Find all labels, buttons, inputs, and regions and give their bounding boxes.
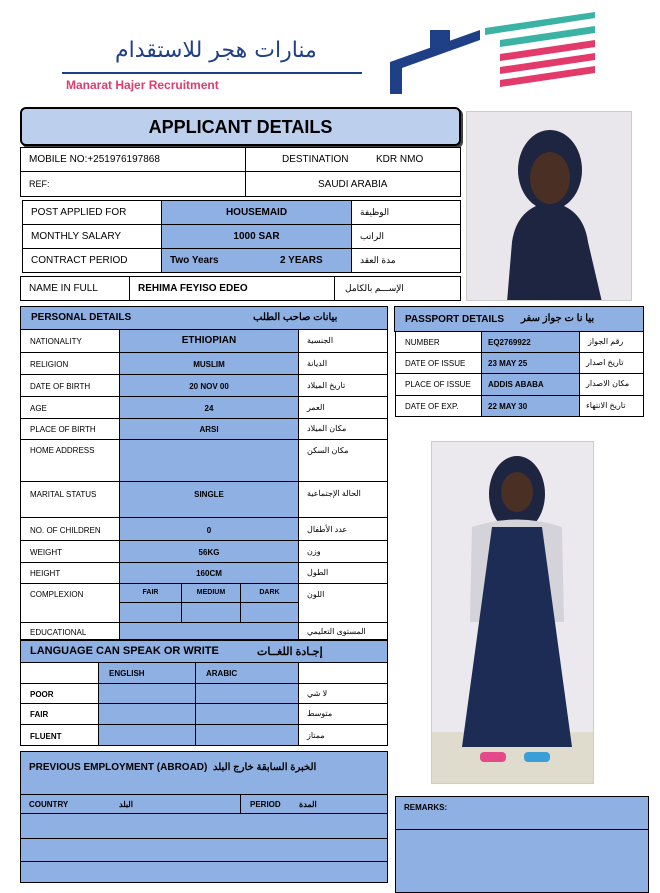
religion-value: MUSLIM [193,360,225,369]
dob-label: DATE OF BIRTH [30,382,91,391]
employment-period-label: PERIOD [250,800,281,809]
marital-label: MARITAL STATUS [30,490,97,499]
children-ar: عدد الأطفال [307,525,348,534]
height-value: 160CM [196,569,222,578]
employment-row-2[interactable] [20,838,388,862]
row-nationality-label [20,329,120,353]
passport-number-value: EQ2769922 [488,338,531,347]
row-dob-value [119,374,299,397]
post-ar: الوظيفة [360,207,390,217]
marital-value: SINGLE [194,490,224,499]
ref-label: REF: [29,179,50,189]
lang-poor-label: POOR [30,690,54,699]
employment-period-ar: المدة [299,800,317,809]
lang-poor-ar-cell [298,683,388,704]
lang-arabic-label: ARABIC [206,669,238,678]
language-heading-ar: إجـادة اللغــات [257,646,323,658]
passport-number-label-cell [395,331,482,353]
employment-country-label: COUNTRY [29,800,69,809]
destination-country: SAUDI ARABIA [318,179,388,190]
passport-place-ar: مكان الاصدار [586,379,630,388]
name-label: NAME IN FULL [29,283,98,294]
name-ar-cell [334,276,461,301]
passport-issue-label: DATE OF ISSUE [405,359,466,368]
address-ar: مكان السكن [307,446,349,455]
pob-label: PLACE OF BIRTH [30,425,96,434]
row-marital-label [20,481,120,518]
destination-country-cell [245,171,461,197]
name-value: REHIMA FEYISO EDEO [138,283,248,294]
lang-fair-english[interactable] [98,703,196,725]
dob-value: 20 NOV 00 [189,382,229,391]
post-value-cell [161,200,352,225]
row-religion-value [119,352,299,375]
language-heading: LANGUAGE CAN SPEAK OR WRITE [30,645,219,657]
full-body-photo [431,441,594,784]
dob-ar: تاريخ الميلاد [307,381,346,390]
weight-ar: وزن [307,547,321,556]
row-weight-label [20,540,120,563]
passport-number-label: NUMBER [405,338,440,347]
height-ar: الطول [307,568,329,577]
person-portrait-icon [467,112,632,301]
nationality-label: NATIONALITY [30,337,82,346]
children-value: 0 [206,526,212,535]
row-height-value [119,562,299,584]
employment-period-head [240,794,388,814]
height-label: HEIGHT [30,569,61,578]
destination-cell [245,147,461,172]
educational-label: EDUCATIONAL [30,628,87,637]
passport-heading-cell [394,306,644,332]
mobile-cell [20,147,246,172]
name-ar: الإســـم بالكامل [345,283,404,293]
contract-value-1: Two Years [170,255,219,266]
pob-value: ARSI [199,425,219,434]
row-age-value [119,396,299,419]
row-children-ar [298,517,388,541]
passport-issue-ar: تاريخ اصدار [586,358,624,367]
weight-label: WEIGHT [30,548,62,557]
passport-issue-ar-cell [579,352,644,374]
lang-poor-label-cell [20,683,99,704]
age-value: 24 [204,404,214,413]
complexion-fair-cell[interactable] [119,583,182,603]
remarks-body[interactable] [395,829,649,893]
row-weight-ar [298,540,388,563]
lang-poor-ar: لا شي [307,689,328,698]
person-full-body-icon [432,442,594,784]
passport-number-ar-cell [579,331,644,353]
employment-country-head [20,794,241,814]
complexion-fair-check[interactable] [119,602,182,623]
destination-code: KDR NMO [376,154,424,165]
row-pob-label [20,418,120,440]
row-children-value [119,517,299,541]
complexion-medium-cell[interactable] [181,583,241,603]
pob-ar: مكان الميلاد [307,424,347,433]
children-label: NO. OF CHILDREN [30,526,101,535]
passport-exp-value: 22 MAY 30 [488,402,528,411]
lang-fluent-label: FLUENT [30,732,62,741]
lang-fluent-arabic[interactable] [195,724,299,746]
complexion-dark: DARK [259,589,280,596]
age-ar: العمر [307,403,325,412]
lang-fair-ar-cell [298,703,388,725]
lang-fair-label-cell [20,703,99,725]
lang-fluent-english[interactable] [98,724,196,746]
passport-heading-ar: بيا نا ت جواز سفر [521,313,595,324]
personal-heading-ar: بيانات صاحب الطلب [253,312,338,323]
salary-ar-cell [351,224,461,249]
row-age-label [20,396,120,419]
employment-heading: PREVIOUS EMPLOYMENT (ABROAD) [29,762,208,773]
salary-label: MONTHLY SALARY [31,231,122,242]
passport-exp-label: DATE OF EXP. [405,402,459,411]
passport-exp-label-cell [395,395,482,417]
weight-value: 56KG [198,548,220,557]
row-marital-value [119,481,299,518]
complexion-label: COMPLEXION [30,590,84,599]
address-label: HOME ADDRESS [30,446,95,455]
logo [60,10,605,100]
row-complexion-ar [298,583,388,623]
title-box [20,107,461,146]
marital-ar: الحالة الإجتماعية [307,489,361,498]
salary-ar: الراتب [360,231,385,241]
passport-number-ar: رقم الجواز [588,337,624,346]
nationality-ar: الجنسية [307,336,334,345]
lang-arabic-col [195,662,299,684]
row-dob-label [20,374,120,397]
contract-label-cell [22,248,162,273]
complexion-fair: FAIR [142,589,159,596]
passport-place-value: ADDIS ABABA [488,380,544,389]
ref-cell [20,171,246,197]
row-address-label [20,439,120,482]
row-height-ar [298,562,388,584]
personal-heading: PERSONAL DETAILS [31,312,132,323]
row-pob-value [119,418,299,440]
row-height-label [20,562,120,584]
mobile-number: MOBILE NO:+251976197868 [29,154,160,165]
contract-ar: مدة العقد [360,255,396,265]
logo-arabic-text: منارات هجر للاستقدام [115,38,317,63]
employment-heading-cell [20,751,388,795]
passport-number-value-cell [481,331,580,353]
lang-poor-arabic[interactable] [195,683,299,704]
complexion-ar: اللون [307,590,325,599]
contract-value-cell [161,248,352,273]
lang-fluent-label-cell [20,724,99,746]
remarks-label: REMARKS: [404,803,448,812]
remarks-cell[interactable] [395,796,649,830]
passport-place-label-cell [395,373,482,396]
row-religion-label [20,352,120,375]
row-pob-ar [298,418,388,440]
educational-ar: المستوى التعليمي [307,627,366,636]
passport-place-label: PLACE OF ISSUE [405,380,471,389]
employment-row-1[interactable] [20,813,388,839]
salary-label-cell [22,224,162,249]
name-label-cell [20,276,130,301]
row-address-ar [298,439,388,482]
row-weight-value [119,540,299,563]
employment-heading-ar: الخبرة السابقة خارج البلد [213,762,317,773]
passport-photo [466,111,632,301]
lang-fair-arabic[interactable] [195,703,299,725]
complexion-dark-cell[interactable] [240,583,299,603]
row-dob-ar [298,374,388,397]
page-title: APPLICANT DETAILS [148,117,333,137]
lang-fair-ar: متوسط [307,709,333,718]
lang-fluent-ar: ممتاز [307,731,325,740]
lang-english-label: ENGLISH [109,669,145,678]
lang-fair-label: FAIR [30,710,49,719]
passport-issue-value: 23 MAY 25 [488,359,528,368]
post-ar-cell [351,200,461,225]
passport-exp-value-cell [481,395,580,417]
passport-heading: PASSPORT DETAILS [405,314,505,325]
salary-value-cell [161,224,352,249]
logo-english-text: Manarat Hajer Recruitment [66,78,219,92]
house-logo-icon [390,10,605,100]
row-complexion-label [20,583,120,623]
row-marital-ar [298,481,388,518]
complexion-dark-check[interactable] [240,602,299,623]
row-nationality-ar [298,329,388,353]
passport-issue-value-cell [481,352,580,374]
employment-row-3[interactable] [20,861,388,883]
row-religion-ar [298,352,388,375]
nationality-value: ETHIOPIAN [181,335,237,346]
employment-country-ar: البلد [119,800,133,809]
contract-value-2: 2 YEARS [280,255,323,266]
religion-ar: الديانة [307,359,328,368]
post-label-cell [22,200,162,225]
religion-label: RELIGION [30,360,69,369]
row-educational-label [20,622,120,640]
lang-fluent-ar-cell [298,724,388,746]
lang-english-col [98,662,196,684]
logo-underline [62,72,362,74]
passport-place-value-cell [481,373,580,396]
post-value: HOUSEMAID [225,207,288,218]
row-age-ar [298,396,388,419]
row-nationality-value [119,329,299,353]
passport-issue-label-cell [395,352,482,374]
contract-ar-cell [351,248,461,273]
age-label: AGE [30,404,47,413]
name-value-cell [129,276,335,301]
complexion-medium-check[interactable] [181,602,241,623]
complexion-medium: MEDIUM [196,589,226,596]
passport-exp-ar-cell [579,395,644,417]
contract-label: CONTRACT PERIOD [31,255,128,266]
language-heading-cell [20,640,388,663]
lang-header-ar-blank [298,662,388,684]
lang-header-blank [20,662,99,684]
row-address-value [119,439,299,482]
salary-value: 1000 SAR [233,231,280,242]
passport-place-ar-cell [579,373,644,396]
row-educational-ar [298,622,388,640]
post-label: POST APPLIED FOR [31,207,127,218]
row-children-label [20,517,120,541]
personal-heading-cell [20,306,388,330]
destination-label: DESTINATION [282,154,349,165]
passport-exp-ar: تاريخ الانتهاء [586,401,626,410]
lang-poor-english[interactable] [98,683,196,704]
row-educational-value [119,622,299,640]
